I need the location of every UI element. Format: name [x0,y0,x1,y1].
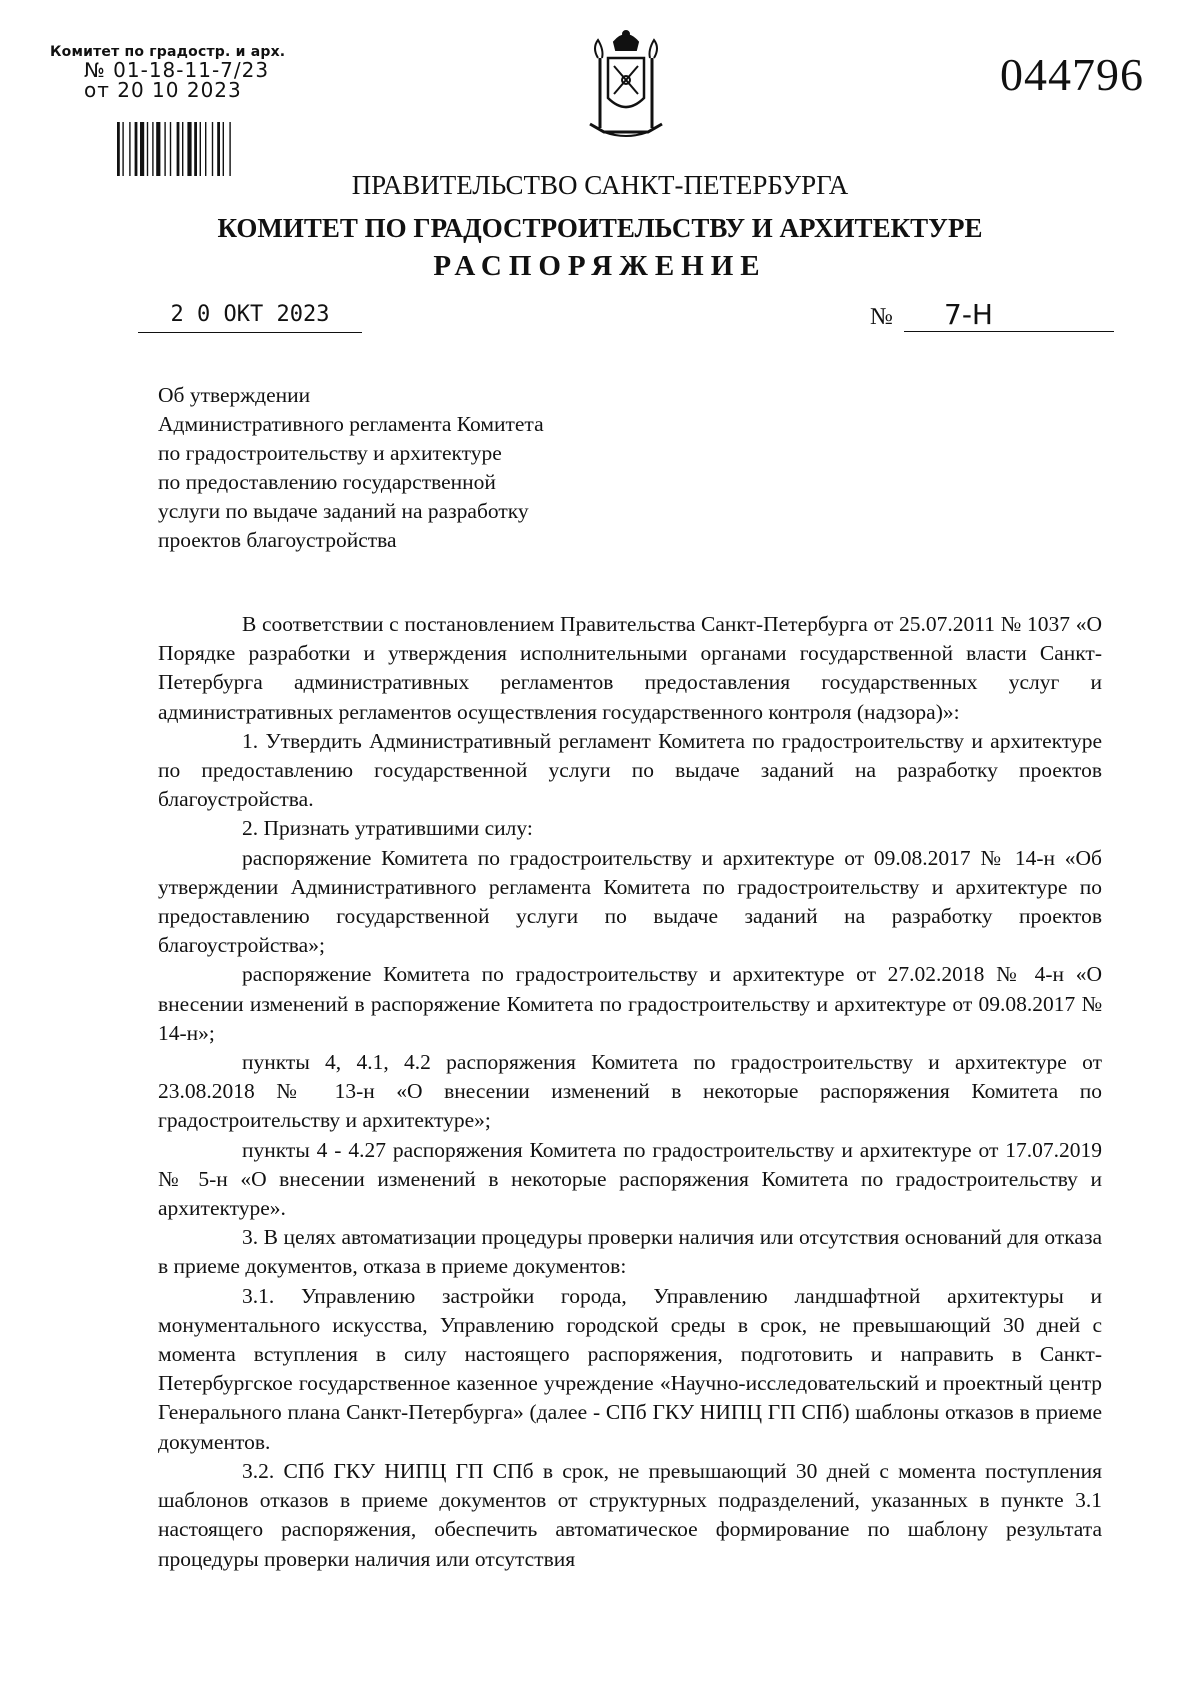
document-number: 044796 [1000,49,1144,100]
barcode-bar [170,122,171,176]
barcode-bar [135,122,138,176]
body-paragraph-preamble: В соответствии с постановлением Правительства Санкт-Петербурга от 25.07.2011 № 1037 «О Порядке разработки и утверждения исполнительными органами государственной власти Санкт-Петербурга административных регламентов предоставления государственных услуг и административных регламентов осуществления государственного контроля (надзора)»: [158,612,1102,724]
body-paragraph-repeal-3: пункты 4, 4.1, 4.2 распоряжения Комитета по градостроительству и архитектуре от 23.08.2018 № 13-н «О внесении изменений в некоторые распоряжения Комитета по градостроительству и архитектуре»; [158,1050,1102,1133]
stamp-organization: Комитет по градостр. и арх. [50,44,286,60]
subject-line: Об утверждении [158,383,311,407]
stamp-registration-number: № 01-18-11-7/23 [84,58,270,82]
document-type-title: РАСПОРЯЖЕНИЕ [433,250,767,282]
body-paragraph-item-2: 2. Признать утратившими силу: [242,816,533,841]
committee-heading: КОМИТЕТ ПО ГРАДОСТРОИТЕЛЬСТВУ И АРХИТЕКТУРЕ [217,213,983,243]
barcode-bar [182,122,183,176]
stamp-registration-date: от 20 10 2023 [84,78,242,102]
body-paragraph-item-3-2: 3.2. СПб ГКУ НИПЦ ГП СПб в срок, не превышающий 30 дней с момента поступления шаблонов отказов в приеме документов от структурных подразделений, указанных в пункте 3.1 настоящего распоряжения, обеспечить автоматическое формирование по шаблону результата процедуры проверки наличия или отсутствия [158,1458,1102,1571]
subject-line: по предоставлению государственной [158,470,496,494]
barcode-bar [152,122,153,176]
barcode-bar [217,122,220,176]
body-paragraph-repeal-1: распоряжение Комитета по градостроительству и архитектуре от 09.08.2017 № 14-н «Об утверждении Административного регламента Комитета по градостроительству и архитектуре по предоставлению государственной услуги по выдаче заданий на разработку проектов благоустройства»; [158,845,1102,958]
coat-of-arms-emblem [584,28,668,140]
barcode-bar [147,122,148,176]
registration-stamp [50,44,290,100]
barcode-bar [140,122,144,176]
subject-line: Административного регламента Комитета [158,412,544,436]
subject-line: услуги по выдаче заданий на разработку [158,499,529,523]
body-paragraph-item-3-1: 3.1. Управлению застройки города, Управлению ландшафтной архитектуры и монументального искусства, Управлению городской среды в срок, не превышающий 30 дней с момента вступления в силу настоящего распоряжения, подготовить и направить в Санкт-Петербургское государственное казенное учреждение «Научно-исследовательский и проектный центр Генерального плана Санкт-Петербурга» (далее - СПб ГКУ НИПЦ ГП СПб) шаблоны отказов в приеме документов. [158,1283,1102,1454]
order-date: 2 0 ОКТ 2023 [138,302,362,333]
barcode-bar [117,122,120,176]
body-paragraph-item-1: 1. Утвердить Административный регламент Комитета по градостроительству и архитектуре по предоставлению государственной услуги по выдаче заданий на разработку проектов благоустройства. [158,728,1102,812]
order-number: 7-Н [904,298,1114,332]
barcode-bar [177,122,180,176]
barcode-bar [156,122,160,176]
barcode-bar [200,122,201,176]
order-number-sign: № [870,304,893,330]
subject-line: по градостроительству и архитектуре [158,441,502,465]
barcode-bar [205,122,206,176]
document-subject [158,381,618,555]
barcode [117,122,249,176]
barcode-bar [212,122,213,176]
body-paragraph-item-3: 3. В целях автоматизации процедуры проверки наличия или отсутствия оснований для отказа в приеме документов, отказа в приеме документов: [158,1225,1102,1279]
barcode-bar [164,122,165,176]
document-body [158,610,1102,1574]
barcode-bar [223,122,224,176]
barcode-bar [194,122,197,176]
subject-line: проектов благоустройства [158,528,397,552]
body-paragraph-repeal-4: пункты 4 - 4.27 распоряжения Комитета по градостроительству и архитектуре от 17.07.2019 № 5-н «О внесении изменений в некоторые распоряжения Комитета по градостроительству и архитектуре». [158,1137,1102,1221]
barcode-bar [122,122,123,176]
government-heading: ПРАВИТЕЛЬСТВО САНКТ-ПЕТЕРБУРГА [351,170,849,200]
body-paragraph-repeal-2: распоряжение Комитета по градостроительству и архитектуре от 27.02.2018 № 4-н «О внесении изменений в распоряжение Комитета по градостроительству и архитектуре от 09.08.2017 № 14-н»; [158,962,1102,1045]
barcode-bar [129,122,130,176]
barcode-bar [229,122,230,176]
barcode-bar [187,122,191,176]
